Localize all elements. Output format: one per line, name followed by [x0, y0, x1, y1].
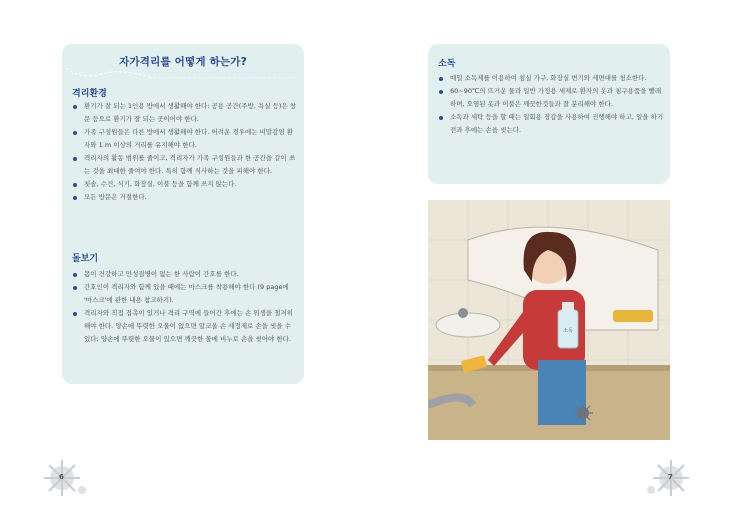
- cleaning-illustration: [428, 200, 670, 440]
- disinfection-list: [438, 72, 664, 137]
- virus-icon: [573, 403, 593, 423]
- virus-icon: [458, 308, 468, 318]
- virus-icon: [42, 458, 92, 500]
- list-item: 환기가 잘 되는 1인용 방에서 생활해야 한다: 공용 공간(주방, 욕실 등)은 창문 등으로 환기가 잘 되는 곳이어야 한다.: [72, 100, 296, 126]
- section-heading-environment: 격리환경: [72, 89, 107, 99]
- list-item: 몸이 건강하고 만성질병이 없는 한 사람이 간호를 한다.: [72, 268, 296, 281]
- illustration-svg: [428, 200, 670, 440]
- isolation-panel: [62, 44, 304, 384]
- list-item: 매일 소독제를 이용하여 침실 가구, 화장실 변기와 세면대를 청소한다.: [438, 72, 664, 85]
- list-item: 소독과 세탁 등을 할 때는 일회용 장갑을 사용하여 진행해야 하고, 일을 하기 전과 후에는 손을 씻는다.: [438, 111, 664, 137]
- list-item: 격리자와 직접 접촉이 있거나 격리 구역에 들어간 후에는 손 위생을 철저히 해야 한다. 양손에 뚜렷한 오물이 없으면 알코올 손 세정제로 손을 씻을 수 있다; 양손에 뚜렷한 오물이 있으면 깨끗한 물에 비누로 손을 씻어야 한다.: [72, 307, 296, 346]
- list-item: 간호인이 격리자와 함께 있을 때에는 마스크를 착용해야 한다 (9 page에 '마스크'에 관한 내용 참고하기).: [72, 281, 296, 307]
- page-number-left: 6: [59, 473, 64, 481]
- title-band: [62, 44, 304, 78]
- list-item: 격리자의 활동 범위를 줄이고, 격리자가 가족 구성원들과 한 공간을 같이 쓰는 것을 최대한 줄여야 한다. 특히 함께 식사하는 것을 피해야 한다.: [72, 152, 296, 178]
- list-item: 칫솔, 수건, 식기, 화장실, 이불 등을 함께 쓰지 않는다.: [72, 178, 296, 191]
- care-list: [72, 268, 296, 346]
- disinfection-panel: [428, 44, 670, 184]
- environment-list: [72, 100, 296, 204]
- list-item: 모든 방문은 거절한다.: [72, 191, 296, 204]
- section-heading-disinfection: 소독: [438, 59, 456, 69]
- bottle-label: 소독: [563, 328, 573, 334]
- page-number-right: 7: [668, 473, 673, 481]
- list-item: 60~90℃의 뜨거운 물과 일반 가정용 세제로 환자의 옷과 침구용품을 빨래하며, 오염된 옷과 이불은 깨끗한것들과 잘 분리해야 한다.: [438, 85, 664, 111]
- section-heading-care: 돌보기: [72, 254, 99, 264]
- page-title: 자가격리를 어떻게 하는가?: [119, 56, 247, 68]
- list-item: 가족 구성원들은 다른 방에서 생활해야 한다. 어려운 경우에는 비말감염 환자와 1 m 이상의 거리를 유지해야 한다.: [72, 126, 296, 152]
